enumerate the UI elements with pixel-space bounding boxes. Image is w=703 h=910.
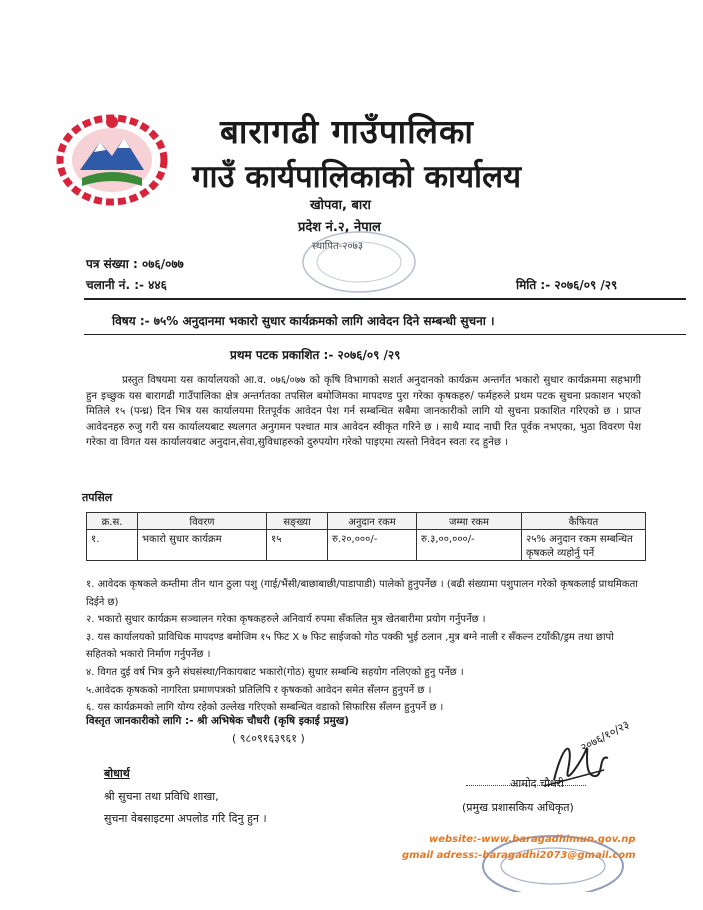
website-link[interactable]: website:-www.baragadhimun.gov.np — [428, 834, 636, 845]
cell-total-amount: रु.३,००,०००/- — [417, 530, 522, 561]
table-header-row — [87, 513, 646, 530]
cc-recipients — [104, 786, 267, 830]
col-remarks: कैफियत — [522, 513, 646, 530]
notice-subject: विषय :- ७५% अनुदानमा भकारो सुधार कार्यक्रमको लागि आवेदन दिने सम्बन्धी सुचना । — [112, 314, 495, 328]
col-serial: क्र.स. — [87, 513, 138, 530]
condition-item: ६. यस कार्यक्रमको लागि योग्य रहेको उल्लेख गरिएको सम्बन्धित वडाको सिफारिस सँलग्न हुनुपर्ने छ । — [86, 702, 444, 714]
condition-item: १. आवेदक कृषकले कम्तीमा तीन थान ठुला पशु (गाई/भैंसी/बाछाबाछी/पाडापाडी) पालेको हुनुपर्नेछ । (बढी संख्यामा पशुपालन गरेको कृषकलाई प्राथमिकता दिईने छ) — [86, 579, 638, 608]
condition-item: २. भकारो सुधार कार्यक्रम सञ्चालन गरेका कृषकहरुले अनिवार्य रुपमा सँकलित मुत्र खेतबारीमा प्रयोग गर्नुपर्नेछ । — [86, 614, 486, 626]
contact-info: विस्तृत जानकारीको लागि :- श्री अभिषेक चौधरी (कृषि इकाई प्रमुख) — [86, 715, 350, 727]
cell-remarks: २५% अनुदान रकम सम्बन्धित कृषकले व्यहोर्नु पर्ने — [522, 530, 646, 561]
signatory-name: आमोद चौधरी — [510, 777, 564, 790]
condition-item: ४. विगत दुई वर्ष भित्र कुनै संघसंस्था/निकायबाट भकारो(गोठ) सुधार सम्बन्धि सहयोग नलिएको हुनु पर्नेछ । — [86, 666, 464, 678]
letter-number: पत्र संख्या : ०७६/०७७ — [86, 257, 184, 271]
signatory-title: (प्रमुख प्रशासकिय अधिकृत) — [462, 801, 574, 814]
condition-item: ५.आवेदक कृषकको नागरिता प्रमाणपत्रको प्रतिलिपि र कृषकको आवेदन समेत सँलग्न हुनुपर्ने छ । — [86, 684, 432, 696]
schedule-label: तपसिल — [82, 491, 113, 504]
divider-top — [84, 298, 686, 300]
cell-quantity: १५ — [267, 530, 328, 561]
col-grant-amount: अनुदान रकम — [328, 513, 417, 530]
notice-body: प्रस्तुत विषयमा यस कार्यालयको आ.व. ०७६/०७७ को कृषि विभागको सशर्त अनुदानको कार्यक्रम अन्तर्गत भकारो सुधार कार्यक्रममा सहभागी हुन इच्छुक यस बारागढी गाउँपालिका क्षेत्र अन्तर्गतका तपसिल बमोजिमका मापदण्ड पुरा गरेका कृषकहरु/ फर्महरुले प्रथम पटक सुचना प्रकाशन भएको मितिले १५ (पन्ध्र) दिन भित्र यस कार्यालयमा रितपूर्वक आवेदन पेश गर्न सम्बन्धित सबैमा जानकारीको लागि यो सुचना प्रकाशित गरिएको छ । प्राप्त आवेदनहरु रुजु गरी यस कार्यालयबाट स्थलगत अनुगमन पश्चात मात्र आवेदन स्वीकृत गरिने छ । साथै म्याद नाघी रित पूर्वक नभएका, भुठा विवरण पेश गरेका वा विगत यस कार्यालयबाट अनुदान,सेवा,सुविधाहरुको दुरुपयोग गरेको पाइएमा त्यस्तो निवेदन स्वतः रद हुनेछ । — [86, 375, 641, 449]
cc-line: श्री सुचना तथा प्रविधि शाखा, — [104, 790, 219, 803]
cell-description: भकारो सुधार कार्यक्रम — [138, 530, 267, 561]
municipality-emblem-logo — [52, 108, 172, 208]
website-and-email — [402, 832, 636, 864]
office-name: गाउँ कार्यपालिकाको कार्यालय — [192, 159, 522, 195]
first-publication-date: प्रथम पटक प्रकाशित :- २०७६/०९ /२९ — [230, 348, 401, 362]
office-address: खोपवा, बारा — [310, 198, 371, 213]
signature-date: २०७६/१०/२३ — [578, 717, 632, 755]
office-stamp — [300, 230, 418, 294]
col-total-amount: जम्मा रकम — [417, 513, 522, 530]
date: मिति :- २०७६/०९ /२९ — [516, 278, 618, 292]
conditions-list — [86, 576, 646, 717]
municipality-name: बारागढी गाउँपालिका — [220, 112, 474, 151]
cc-label: बोधार्थ — [104, 767, 130, 780]
table-row — [87, 530, 646, 561]
email-link[interactable]: gmail adress:-baragadhi2073@gmail.com — [402, 850, 636, 861]
col-quantity: सङ्ख्या — [267, 513, 328, 530]
cell-grant-amount: रु.२०,०००/- — [328, 530, 417, 561]
dispatch-number: चलानी नं. :- ४४६ — [86, 278, 167, 292]
cell-serial: १. — [87, 530, 138, 561]
cc-line: सुचना वेबसाइटमा अपलोड गरि दिनु हुन । — [104, 812, 267, 825]
col-description: विवरण — [138, 513, 267, 530]
divider-bottom — [84, 334, 686, 335]
province: प्रदेश नं.२, नेपाल — [298, 220, 381, 235]
contact-phone: ( ९८०९१६३९६१ ) — [232, 732, 305, 745]
established-year: स्थापित-२०७३ — [312, 241, 364, 252]
schedule-table — [86, 512, 646, 561]
condition-item: ३. यस कार्यालयको प्राविधिक मापदण्ड बमोजिम १५ फिट X ७ फिट साईजको गोठ पक्की भुई ठलान ,मुत्र बग्ने नाली र सँकल्न टयाँकी/ड्रम तथा छापो सहितको भकारो निर्माण गर्नुपर्नेछ । — [86, 631, 614, 661]
